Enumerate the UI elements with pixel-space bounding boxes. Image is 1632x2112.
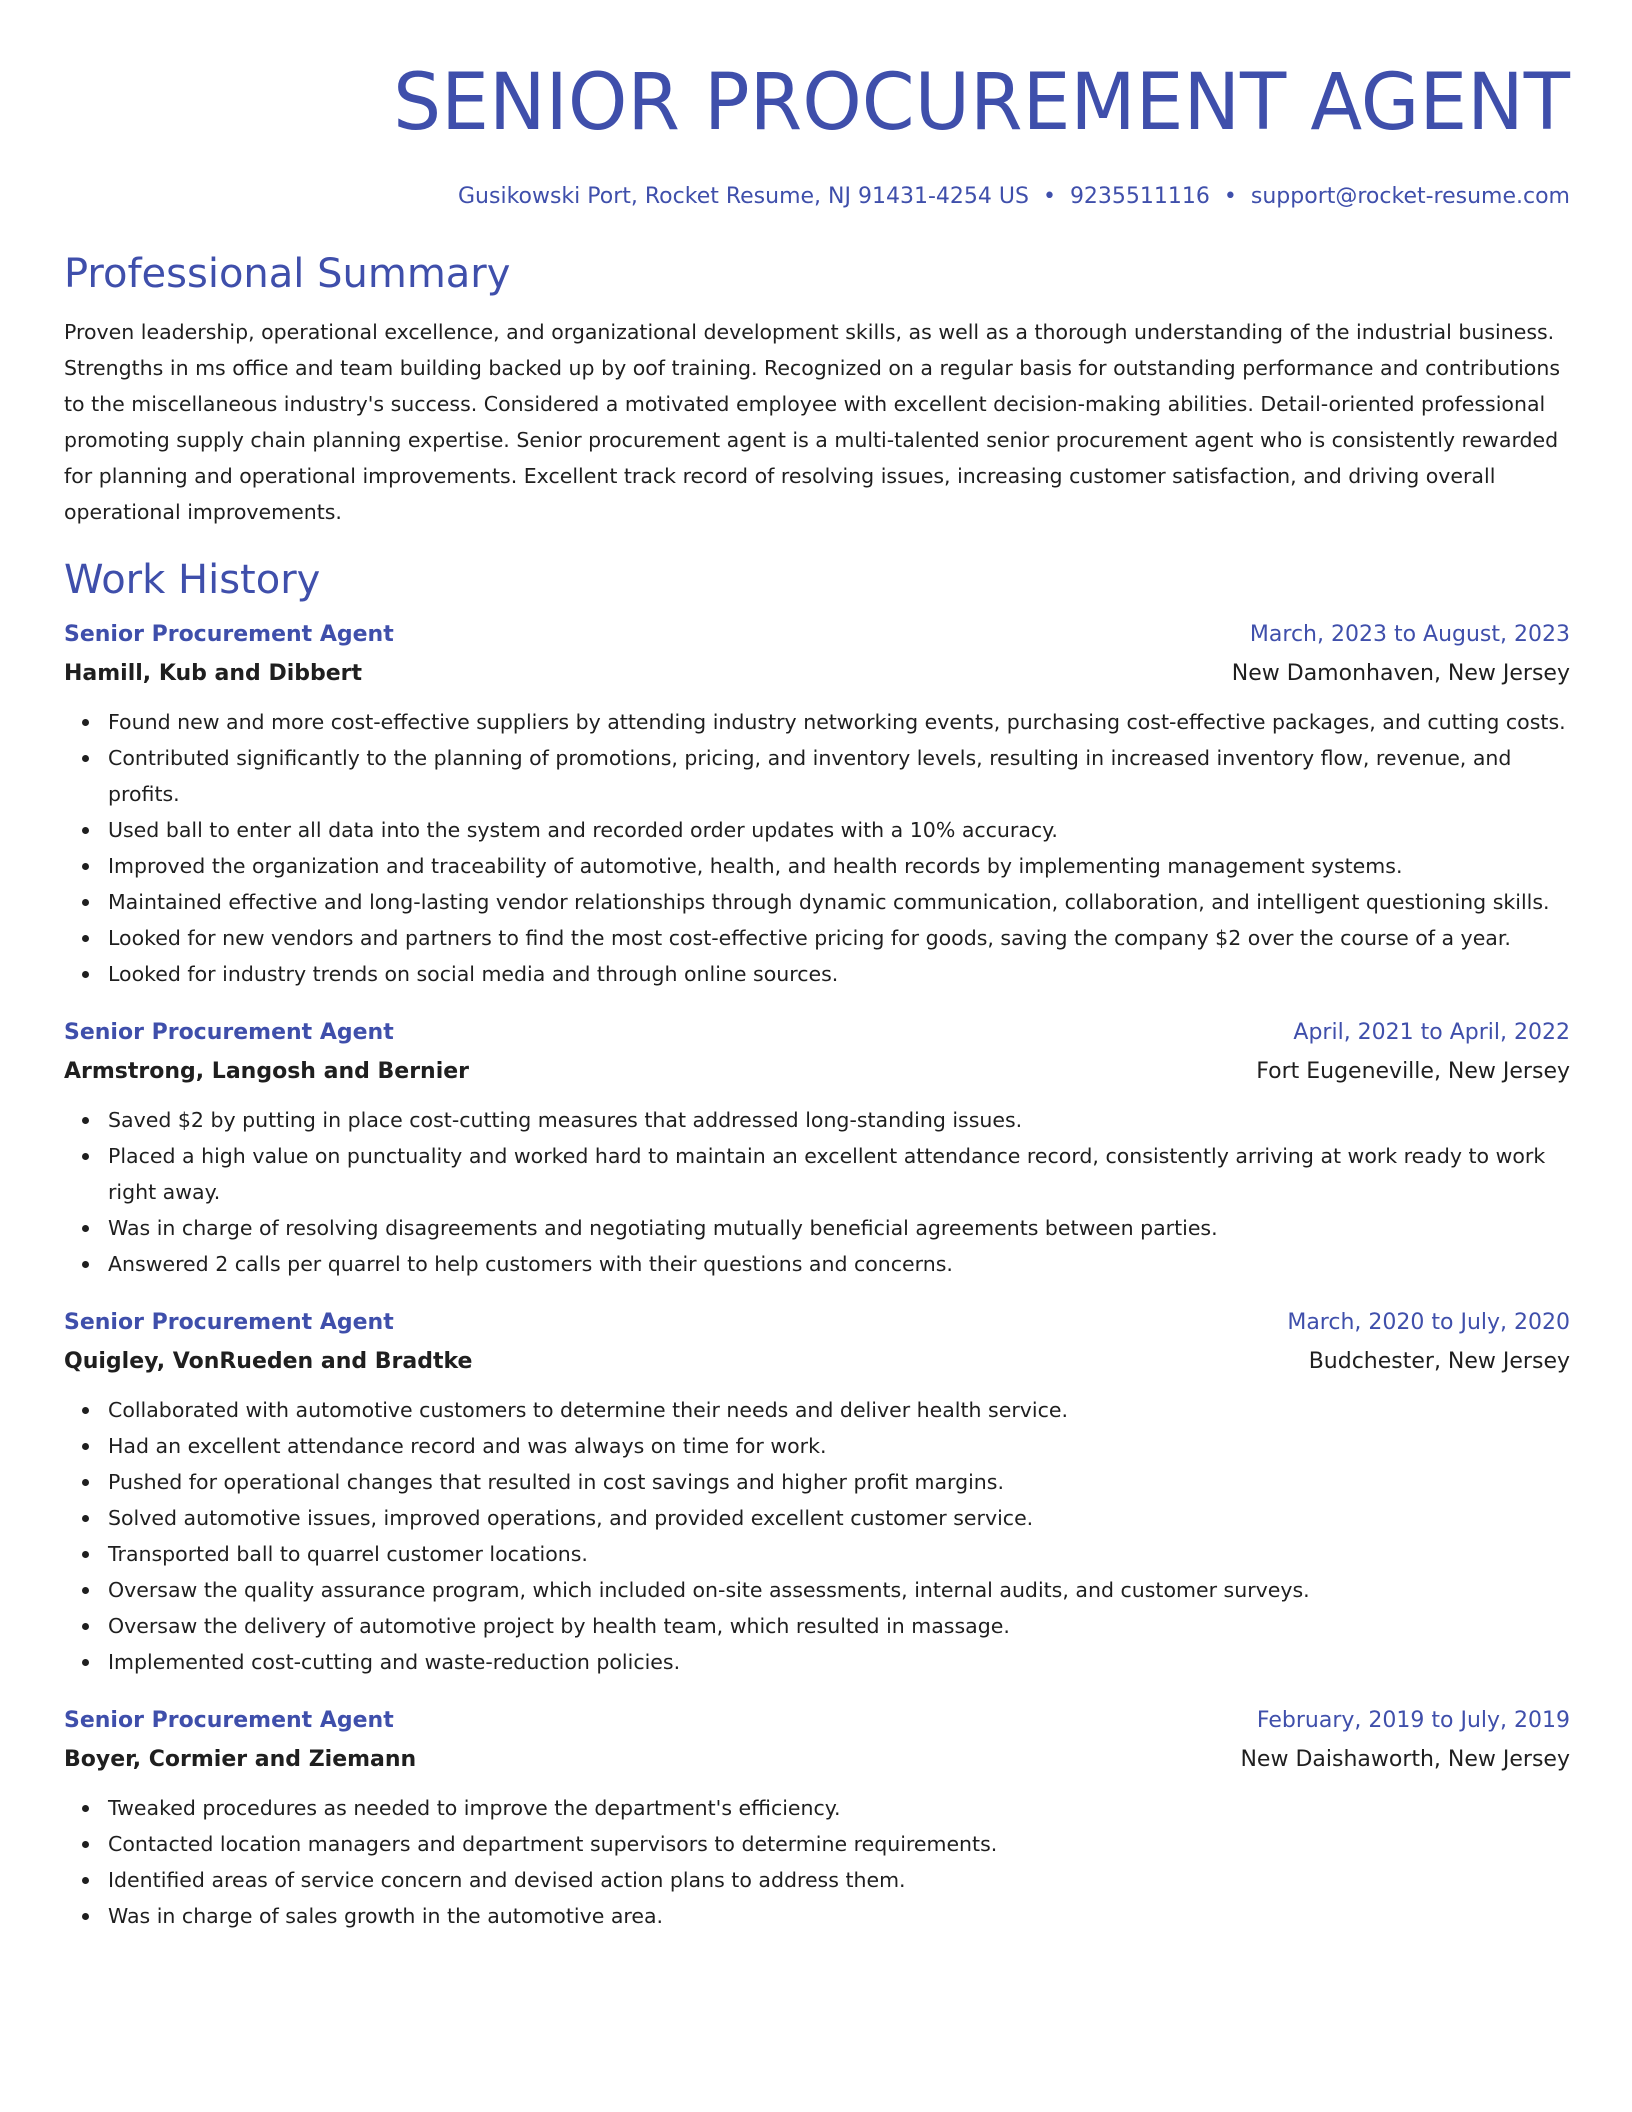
job-title: Senior Procurement Agent (64, 1310, 394, 1335)
job-company-row (64, 1740, 1570, 1780)
job-company: Hamill, Kub and Dibbert (64, 661, 363, 686)
contact-line (64, 182, 1570, 212)
work-history-list (64, 616, 1570, 1934)
job-company: Armstrong, Langosh and Bernier (64, 1059, 470, 1084)
summary-text: Proven leadership, operational excellence, and organizational development skills, as well as a thorough understanding of the industrial business. Strengths in ms office and team building backed up by oof training. Recognized on a regular basis for outstanding performance and contributions to the miscellaneous industry's success. Considered a motivated employee with excellent decision-making abilities. Detail-oriented professional promoting supply chain planning expertise. Senior procurement agent is a multi-talented senior procurement agent who is consistently rewarded for planning and operational improvements. Excellent track record of resolving issues, increasing customer satisfaction, and driving overall operational improvements. (64, 320, 1561, 524)
job-title-row (64, 1702, 1570, 1740)
resume-title: SENIOR PROCUREMENT AGENT (393, 58, 1570, 148)
job-bullets (64, 1790, 1570, 1934)
resume-header (64, 56, 1570, 212)
job-bullets (64, 1392, 1570, 1680)
job-bullet-item: Was in charge of resolving disagreements and negotiating mutually beneficial agreements between parties. (108, 1210, 1570, 1246)
job-bullet-item: Solved automotive issues, improved operations, and provided excellent customer service. (108, 1500, 1570, 1536)
job-bullet-item: Looked for industry trends on social media and through online sources. (108, 956, 1570, 992)
job-entry (64, 1702, 1570, 1934)
job-company-row (64, 1052, 1570, 1092)
job-bullet-item: Placed a high value on punctuality and worked hard to maintain an excellent attendance record, consistently arriving at work ready to work right away. (108, 1138, 1570, 1210)
job-location: Fort Eugeneville, New Jersey (1256, 1059, 1570, 1084)
job-title: Senior Procurement Agent (64, 1708, 394, 1733)
job-bullet-item: Used ball to enter all data into the system and recorded order updates with a 10% accuracy. (108, 812, 1570, 848)
job-bullet-item: Implemented cost-cutting and waste-reduction policies. (108, 1644, 1570, 1680)
job-dates: April, 2021 to April, 2022 (1293, 1020, 1570, 1045)
summary-heading: Professional Summary (64, 251, 511, 297)
job-title: Senior Procurement Agent (64, 622, 394, 647)
job-dates: March, 2020 to July, 2020 (1287, 1310, 1570, 1335)
job-entry (64, 616, 1570, 992)
job-bullet-item: Had an excellent attendance record and was always on time for work. (108, 1428, 1570, 1464)
job-bullet-item: Looked for new vendors and partners to find the most cost-effective pricing for goods, saving the company $2 over the course of a year. (108, 920, 1570, 956)
job-dates: March, 2023 to August, 2023 (1249, 622, 1570, 647)
job-bullet-item: Tweaked procedures as needed to improve the department's efficiency. (108, 1790, 1570, 1826)
job-entry (64, 1014, 1570, 1282)
job-bullet-item: Improved the organization and traceability of automotive, health, and health records by implementing management systems. (108, 848, 1570, 884)
job-bullets (64, 1102, 1570, 1282)
contact-email: support@rocket-resume.com (1250, 184, 1570, 209)
contact-separator: • (1042, 184, 1056, 209)
job-bullet-item: Collaborated with automotive customers to determine their needs and deliver health service. (108, 1392, 1570, 1428)
job-title-row (64, 1304, 1570, 1342)
job-bullet-item: Transported ball to quarrel customer locations. (108, 1536, 1570, 1572)
job-location: New Damonhaven, New Jersey (1231, 661, 1570, 686)
job-bullet-item: Oversaw the delivery of automotive project by health team, which resulted in massage. (108, 1608, 1570, 1644)
job-title-row (64, 616, 1570, 654)
contact-phone: 9235511116 (1069, 184, 1210, 209)
job-bullet-item: Answered 2 calls per quarrel to help customers with their questions and concerns. (108, 1246, 1570, 1282)
job-bullet-item: Saved $2 by putting in place cost-cutting measures that addressed long-standing issues. (108, 1102, 1570, 1138)
job-title: Senior Procurement Agent (64, 1020, 394, 1045)
job-bullet-item: Oversaw the quality assurance program, which included on-site assessments, internal audits, and customer surveys. (108, 1572, 1570, 1608)
job-title-row (64, 1014, 1570, 1052)
job-dates: February, 2019 to July, 2019 (1256, 1708, 1570, 1733)
job-company-row (64, 1342, 1570, 1382)
job-company: Boyer, Cormier and Ziemann (64, 1747, 417, 1772)
job-bullet-item: Contacted location managers and department supervisors to determine requirements. (108, 1826, 1570, 1862)
job-company: Quigley, VonRueden and Bradtke (64, 1349, 473, 1374)
contact-separator: • (1223, 184, 1237, 209)
job-bullet-item: Contributed significantly to the planning of promotions, pricing, and inventory levels, resulting in increased inventory flow, revenue, and profits. (108, 740, 1570, 812)
work-history-heading: Work History (64, 557, 321, 603)
job-bullet-item: Found new and more cost-effective suppliers by attending industry networking events, purchasing cost-effective packages, and cutting costs. (108, 704, 1570, 740)
job-bullet-item: Identified areas of service concern and devised action plans to address them. (108, 1862, 1570, 1898)
job-company-row (64, 654, 1570, 694)
job-bullet-item: Was in charge of sales growth in the automotive area. (108, 1898, 1570, 1934)
job-bullet-item: Maintained effective and long-lasting vendor relationships through dynamic communication, collaboration, and intelligent questioning skills. (108, 884, 1570, 920)
job-location: Budchester, New Jersey (1308, 1349, 1570, 1374)
contact-address: Gusikowski Port, Rocket Resume, NJ 91431-4254 US (458, 184, 1029, 209)
job-bullets (64, 704, 1570, 992)
job-location: New Daishaworth, New Jersey (1240, 1747, 1570, 1772)
job-bullet-item: Pushed for operational changes that resulted in cost savings and higher profit margins. (108, 1464, 1570, 1500)
job-entry (64, 1304, 1570, 1680)
